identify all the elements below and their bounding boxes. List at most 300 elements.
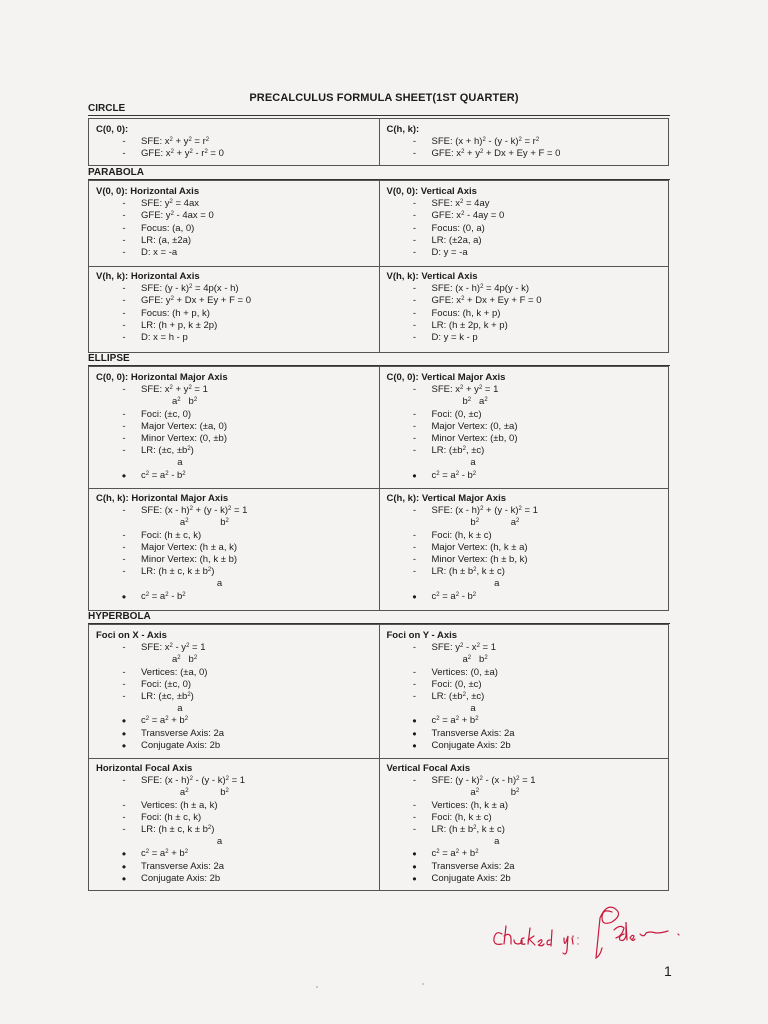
formula-line [387,715,663,727]
formula-line [387,470,663,482]
bullet-dash: - [122,678,126,690]
formula-line [96,530,373,542]
formula-cell [379,758,669,890]
denominator-line [387,654,663,666]
formula-text: Vertices: (h, k ± a) [431,799,508,811]
formula-text: LR: (±2a, a) [431,234,482,246]
bullet-dot: • [121,589,127,604]
bullet-dash: - [412,445,417,457]
cell-title: C(0, 0): Vertical Major Axis [386,372,506,383]
bullet-dash: - [122,307,126,319]
formula-text: $c^2 = a^2 + b^2$ [141,715,189,727]
formula-line [387,728,663,740]
section-label-parabola: PARABOLA [88,167,670,180]
formula-line [387,873,663,885]
formula-text: $a^2$ $b^2$ [172,787,229,799]
formula-line [96,283,373,295]
formula-line [96,812,373,824]
formula-line [96,320,373,332]
formula-text: SFE: (x - h)$^2$ + (y - k)$^2$ = 1 [431,505,538,517]
bullet-dash: - [412,307,417,319]
bullet-dot: • [412,847,417,862]
cell-title: V(0, 0): Horizontal Axis [96,186,200,197]
formula-line [96,542,373,554]
bullet-dot: • [121,738,127,753]
formula-text: $a^2$ $b^2$ [172,517,229,529]
formula-text: Transverse Axis: 2a [431,727,515,739]
bullet-dash: - [412,566,417,578]
formula-text: Vertices: (h ± a, k) [141,799,218,811]
formula-text: SFE: (x - h)$^2$ = 4p(y - k) [431,283,530,295]
bullet-dash: - [412,824,417,836]
bullet-dash: - [412,691,417,703]
ellipse-row-shifted [88,488,669,611]
bullet-dash: - [122,384,126,396]
formula-text: LR: (±c, $\pm b^2$) [141,445,194,457]
formula-line [96,210,373,222]
bullet-dash: - [122,198,126,210]
cell-title: C(0, 0): [96,124,129,135]
formula-text: SFE: $x^2 - y^2 = 1$ [141,642,206,654]
bullet-dash: - [122,445,126,457]
denominator-line [96,787,373,799]
formula-line [387,198,663,210]
bullet-dot: • [412,726,417,741]
formula-line [387,445,663,457]
formula-line [96,470,373,482]
bullet-dash: - [412,148,417,160]
formula-text: GFE: $x^2 + Dx + Ey + F = 0$ [431,295,542,307]
formula-line [387,283,663,295]
bullet-dash: - [122,408,126,420]
bullet-dash: - [122,210,126,222]
formula-text: SFE: $y^2 - x^2 = 1$ [431,642,497,654]
bullet-dash: - [122,319,126,331]
formula-line [96,409,373,421]
formula-text: $a^2$ $b^2$ [172,654,198,666]
bullet-dot: • [412,738,417,753]
formula-text: GFE: $x^2 + y^2 - r^2 = 0$ [141,148,224,160]
formula-text: $c^2 = a^2 - b^2$ [431,590,477,602]
formula-text: Foci: (h, k ± c) [431,811,492,823]
cell-title: Foci on X - Axis [96,630,167,641]
bullet-dash: - [412,529,417,541]
formula-text: LR: ($h \pm b^2$, k ± c) [431,566,505,578]
formula-line [96,642,373,654]
bullet-dash: - [122,529,126,541]
ellipse-row-origin [88,366,669,489]
bullet-dash: - [122,799,126,811]
formula-text: a [172,578,223,590]
bullet-dash: - [412,136,417,148]
page-number: 1 [664,963,672,979]
bullet-dot: • [121,871,127,886]
bullet-dot: • [121,714,127,729]
bullet-dash: - [412,234,417,246]
formula-text: Transverse Axis: 2a [141,727,225,739]
formula-text: Vertices: (0, ±a) [431,666,498,678]
formula-line [96,445,373,457]
formula-line [387,308,663,320]
formula-cell [379,625,669,758]
formula-text: D: x = h - p [141,332,188,344]
formula-text: Foci: (h, k ± c) [431,529,492,541]
formula-text: Minor Vertex: (0, ±b) [141,433,227,445]
formula-text: $c^2 = a^2 + b^2$ [431,715,479,727]
formula-text: LR: (h ± 2p, k + p) [431,319,508,331]
parabola-row-origin [88,180,669,267]
formula-text: Transverse Axis: 2a [141,860,225,872]
formula-line [387,861,663,873]
bullet-dot: • [121,847,127,862]
denominator-line [387,457,663,469]
formula-line [96,247,373,259]
bullet-dash: - [122,433,126,445]
formula-line [96,235,373,247]
formula-text: $c^2 = a^2 - b^2$ [141,469,186,481]
formula-cell [379,181,669,266]
formula-text: Conjugate Axis: 2b [141,872,221,884]
formula-text: SFE: (x - h)$^2$ + (y - k)$^2$ = 1 [141,505,248,517]
cell-title: Foci on Y - Axis [386,630,458,641]
formula-text: a [172,703,183,715]
bullet-dash: - [122,811,126,823]
formula-line [96,223,373,235]
formula-text: D: y = k - p [431,332,478,344]
bullet-dash: - [122,332,126,344]
parabola-row-shifted [88,266,669,353]
formula-line [387,542,663,554]
bullet-dash: - [412,247,417,259]
denominator-line [387,703,663,715]
section-label-ellipse: ELLIPSE [88,353,670,366]
formula-text: Minor Vertex: (±b, 0) [431,433,518,445]
bullet-dash: - [412,775,417,787]
formula-line [387,800,663,812]
bullet-dash: - [412,505,417,517]
formula-line [387,136,663,148]
formula-text: SFE: (x - h)$^2$ - (y - k)$^2$ = 1 [141,775,246,787]
formula-line [96,148,373,160]
formula-text: Major Vertex: (±a, 0) [141,420,227,432]
bullet-dot: • [412,468,417,483]
bullet-dash: - [122,554,126,566]
bullet-dash: - [122,775,126,787]
formula-line [387,433,663,445]
formula-text: Minor Vertex: (h, k ± b) [141,554,238,566]
formula-line [96,421,373,433]
formula-text: LR: (h ± c, $k \pm b^2$) [141,824,215,836]
circle-row [88,118,669,166]
formula-line [387,505,663,517]
formula-line [96,775,373,787]
formula-text: LR: (h + p, k ± 2p) [141,319,218,331]
formula-text: SFE: (y - k)$^2$ - (x - h)$^2$ = 1 [431,775,536,787]
formula-text: Major Vertex: (h, k ± a) [431,541,528,553]
bullet-dash: - [122,420,126,432]
formula-line [96,384,373,396]
formula-text: $c^2 = a^2 + b^2$ [141,848,189,860]
denominator-line [96,836,373,848]
bullet-dash: - [412,799,417,811]
formula-line [96,715,373,727]
formula-line [387,691,663,703]
bullet-dash: - [412,319,417,331]
hyperbola-row-shifted [88,758,669,891]
formula-text: Major Vertex: (h ± a, k) [141,541,238,553]
formula-text: LR: (h ± c, $k \pm b^2$) [141,566,215,578]
formula-line [387,247,663,259]
formula-text: D: x = -a [141,247,178,259]
bullet-dash: - [412,811,417,823]
formula-text: Major Vertex: (0, ±a) [431,420,518,432]
formula-text: $b^2$ $a^2$ [462,396,488,408]
formula-text: Transverse Axis: 2a [431,860,515,872]
formula-line [387,566,663,578]
hyperbola-row-origin [88,624,669,759]
bullet-dash: - [412,678,417,690]
formula-text: a [172,836,223,848]
bullet-dash: - [412,420,417,432]
bullet-dash: - [412,433,417,445]
formula-line [387,210,663,222]
cell-title: V(h, k): Vertical Axis [386,271,478,282]
formula-line [96,667,373,679]
bullet-dot: • [412,859,417,874]
signature [490,900,710,970]
cell-title: C(0, 0): Horizontal Major Axis [96,372,228,383]
formula-line [96,873,373,885]
denominator-line [96,457,373,469]
formula-text: Focus: (a, 0) [141,222,195,234]
formula-line [96,679,373,691]
cell-title: V(0, 0): Vertical Axis [386,186,477,197]
bullet-dot: • [412,714,417,729]
formula-line [96,505,373,517]
formula-line [387,384,663,396]
formula-text: GFE: $y^2 - 4ax = 0$ [141,210,214,222]
denominator-line [387,396,663,408]
formula-line [387,409,663,421]
formula-line [96,861,373,873]
bullet-dash: - [122,642,126,654]
denominator-line [96,703,373,715]
bullet-dash: - [412,210,417,222]
formula-text: Foci: (±c, 0) [141,408,192,420]
bullet-dash: - [122,222,126,234]
bullet-dash: - [122,691,126,703]
formula-text: Conjugate Axis: 2b [431,739,511,751]
bullet-dash: - [122,148,126,160]
formula-text: LR: ($\pm b^2$, ±c) [431,445,485,457]
bullet-dash: - [122,824,126,836]
bullet-dot: • [412,871,417,886]
denominator-line [96,578,373,590]
formula-text: Focus: (h + p, k) [141,307,210,319]
formula-text: GFE: $x^2 + y^2 + Dx + Ey + F = 0$ [431,148,561,160]
formula-text: SFE: $(x + h)^2 - (y - k)^2 = r^2$ [431,136,540,148]
formula-line [387,530,663,542]
formula-cell [379,266,669,352]
formula-text: $c^2 = a^2 + b^2$ [431,848,479,860]
formula-line [387,591,663,603]
formula-cell [379,488,669,610]
bullet-dash: - [412,384,417,396]
bullet-dot: • [121,859,127,874]
formula-line [96,198,373,210]
formula-text: a [462,457,476,469]
formula-text: $a^2$ $b^2$ [462,654,488,666]
formula-text: Minor Vertex: (h ± b, k) [431,554,528,566]
formula-line [96,308,373,320]
formula-line [96,554,373,566]
denominator-line [96,654,373,666]
formula-text: Foci: (0, ±c) [431,678,482,690]
formula-line [96,566,373,578]
formula-text: $a^2$ $b^2$ [462,787,520,799]
bullet-dash: - [412,554,417,566]
cell-title: V(h, k): Horizontal Axis [96,271,200,282]
bullet-dash: - [122,666,126,678]
formula-line [387,667,663,679]
bullet-dot: • [412,589,417,604]
page-title: PRECALCULUS FORMULA SHEET(1ST QUARTER) [249,92,519,104]
formula-text: SFE: $x^2 = 4ay$ [431,198,490,210]
cell-title: Horizontal Focal Axis [96,763,193,774]
formula-line [96,591,373,603]
formula-text: $c^2 = a^2 - b^2$ [431,469,477,481]
bullet-dash: - [412,198,417,210]
formula-cell [89,266,379,352]
formula-line [387,421,663,433]
denominator-line [387,578,663,590]
formula-line [387,148,663,160]
bullet-dash: - [412,666,417,678]
bullet-dash: - [122,136,126,148]
formula-text: SFE: (y - k)$^2$ = 4p(x - h) [141,283,239,295]
formula-text: Foci: (h ± c, k) [141,529,202,541]
formula-line [387,740,663,752]
cell-title: C(h, k): [386,124,420,135]
formula-line [387,824,663,836]
formula-line [387,295,663,307]
formula-text: a [462,836,500,848]
section-label-circle: CIRCLE [88,103,670,116]
formula-cell [89,488,379,610]
bullet-dash: - [122,295,126,307]
formula-text: a [172,457,183,469]
section-label-hyperbola: HYPERBOLA [88,611,670,624]
bullet-dot: • [121,468,127,483]
formula-text: LR: ($\pm b^2$, ±c) [431,691,485,703]
denominator-line [387,836,663,848]
formula-cell [89,119,379,165]
formula-text: D: y = -a [431,247,468,259]
bullet-dash: - [122,247,126,259]
bullet-dash: - [122,505,126,517]
bullet-dash: - [412,222,417,234]
formula-line [387,679,663,691]
bullet-dash: - [122,566,126,578]
bullet-dash: - [412,408,417,420]
formula-line [387,320,663,332]
formula-text: LR: ($h \pm b^2$, k ± c) [431,824,505,836]
formula-line [387,554,663,566]
formula-line [96,848,373,860]
formula-text: Conjugate Axis: 2b [431,872,511,884]
formula-text: a [462,703,476,715]
formula-line [387,332,663,344]
cell-title: C(h, k): Horizontal Major Axis [96,493,229,504]
formula-text: SFE: $y^2 = 4ax$ [141,198,200,210]
formula-text: Vertices: (±a, 0) [141,666,208,678]
cell-title: Vertical Focal Axis [386,763,471,774]
formula-text: LR: (±c, $\pm b^2$) [141,691,194,703]
formula-text: Focus: (0, a) [431,222,485,234]
formula-line [96,691,373,703]
formula-text: Conjugate Axis: 2b [141,739,221,751]
formula-line [96,332,373,344]
formula-text: $c^2 = a^2 - b^2$ [141,590,186,602]
formula-line [96,136,373,148]
formula-cell [379,119,669,165]
formula-text: Foci: (0, ±c) [431,408,482,420]
formula-line [387,848,663,860]
denominator-line [96,396,373,408]
formula-line [96,800,373,812]
formula-text: Foci: (±c, 0) [141,678,192,690]
formula-line [387,775,663,787]
bullet-dash: - [412,295,417,307]
formula-line [387,812,663,824]
cell-title: C(h, k): Vertical Major Axis [386,493,506,504]
formula-text: SFE: $x^2 + y^2 = r^2$ [141,136,210,148]
formula-text: SFE: $x^2 + y^2 = 1$ [431,384,499,396]
formula-cell [89,758,379,890]
formula-cell [89,367,379,488]
formula-text: LR: (a, ±2a) [141,234,192,246]
formula-cell [89,181,379,266]
formula-text: Foci: (h ± c, k) [141,811,202,823]
formula-text: Focus: (h, k + p) [431,307,501,319]
formula-text: $a^2$ $b^2$ [172,396,198,408]
formula-text: GFE: $y^2 + Dx + Ey + F = 0$ [141,295,251,307]
formula-text: GFE: $x^2 - 4ay = 0$ [431,210,505,222]
formula-cell [89,625,379,758]
formula-line [96,295,373,307]
bullet-dash: - [412,541,417,553]
denominator-line [387,517,663,529]
formula-line [96,824,373,836]
formula-text: $b^2$ $a^2$ [462,517,520,529]
formula-line [387,235,663,247]
bullet-dot: • [121,726,127,741]
formula-text: a [462,578,500,590]
bullet-dash: - [122,541,126,553]
bullet-dash: - [122,234,126,246]
formula-line [387,642,663,654]
bullet-dash: - [122,283,126,295]
denominator-line [387,787,663,799]
formula-text: SFE: $x^2 + y^2 = 1$ [141,384,208,396]
bullet-dash: - [412,332,417,344]
formula-cell [379,367,669,488]
formula-line [96,728,373,740]
bullet-dash: - [412,283,417,295]
formula-line [96,433,373,445]
formula-line [387,223,663,235]
denominator-line [96,517,373,529]
